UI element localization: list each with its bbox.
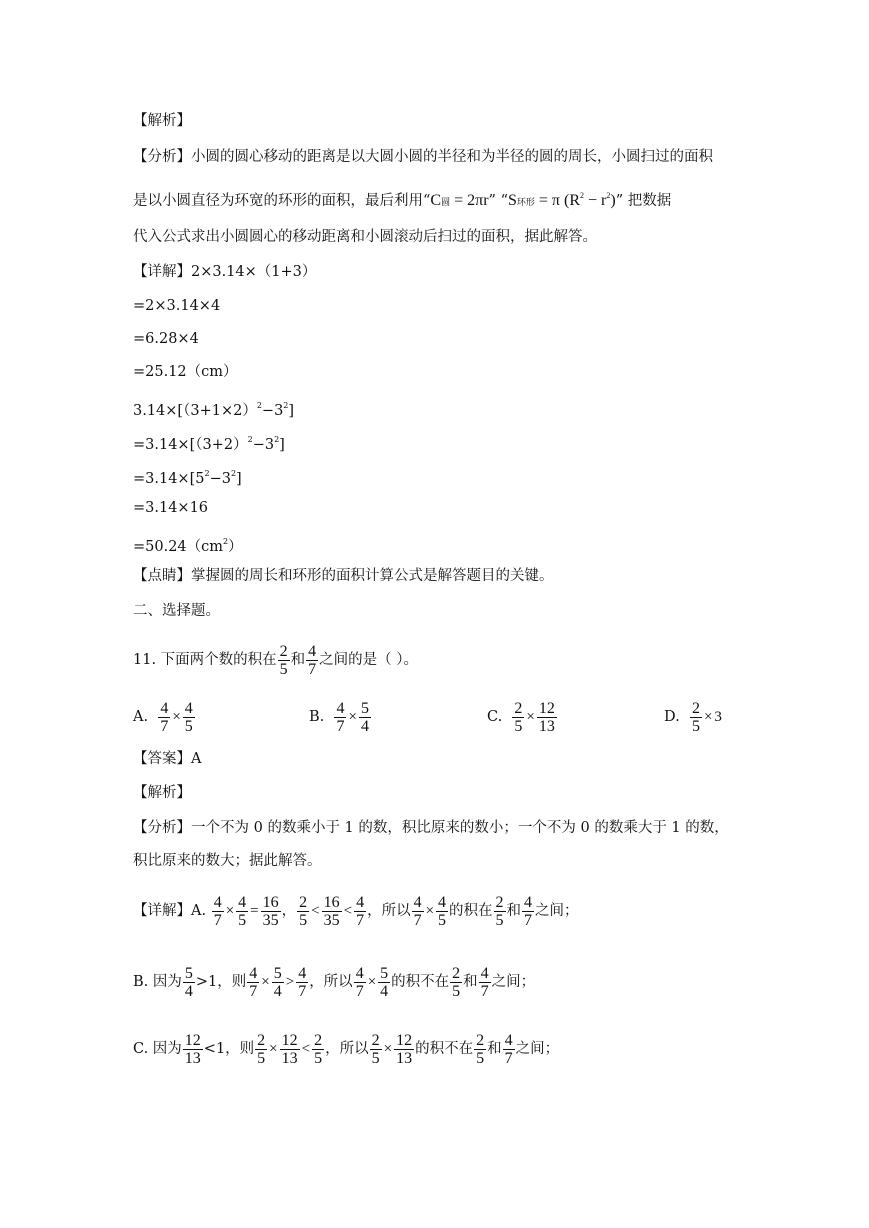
numerator: 4 <box>184 699 193 717</box>
numerator: 4 <box>355 964 364 982</box>
numerator: 2 <box>279 642 288 660</box>
numerator: 5 <box>360 699 369 717</box>
denominator: 7 <box>356 911 365 929</box>
and-text: 和 <box>487 1041 502 1057</box>
numerator: 4 <box>308 642 317 660</box>
fraction <box>436 894 448 929</box>
fraction <box>450 965 462 1000</box>
denominator: 5 <box>514 717 523 735</box>
detail-line-8: =3.14×16 <box>133 500 209 516</box>
detail-a-line <box>133 891 579 931</box>
detail-line-1: 【详解】2×3.14×（1+3） <box>133 264 317 280</box>
analysis-header: 【解析】 <box>133 113 191 129</box>
numerator: 4 <box>336 699 345 717</box>
superscript-2: 2 <box>256 401 262 410</box>
equals-sign: = <box>250 903 259 919</box>
denominator: 13 <box>281 1049 298 1067</box>
numerator: 16 <box>262 893 279 911</box>
detail-6b: −3 <box>252 437 275 453</box>
area-symbol: S <box>507 192 517 209</box>
denominator: 7 <box>160 717 169 735</box>
numerator: 5 <box>184 964 193 982</box>
fraction <box>247 965 259 1000</box>
times-sign: × <box>526 709 535 725</box>
detail-5a: 3.14×[（3+1×2） <box>133 403 257 419</box>
fraction <box>212 894 224 929</box>
denominator: 7 <box>213 911 222 929</box>
detail-c-line <box>133 1029 559 1069</box>
between-text: 之间； <box>491 974 536 990</box>
fraction <box>412 894 424 929</box>
detail-line-9 <box>133 532 243 557</box>
numerator: 2 <box>691 699 700 717</box>
denominator: 13 <box>538 717 555 735</box>
area-rhs: = π (R <box>538 192 581 209</box>
q11-pre: 11. 下面两个数的积在 <box>133 652 277 668</box>
denominator: 7 <box>249 982 258 1000</box>
between-text: 之间； <box>535 903 579 919</box>
area-minus-r: − r <box>584 192 607 209</box>
area-subscript: 环形 <box>516 197 535 207</box>
detail-line-7 <box>133 464 242 489</box>
superscript-2: 2 <box>204 469 210 478</box>
numerator: 5 <box>273 964 282 982</box>
option-c <box>487 697 558 737</box>
numerator: 4 <box>504 1031 513 1049</box>
detail-line-5 <box>133 396 294 421</box>
product-in-text: 的积在 <box>449 903 493 919</box>
superscript-2: 2 <box>230 469 237 478</box>
detail-b-pre: B. 因为 <box>133 974 182 990</box>
times-sign: × <box>348 709 357 725</box>
numerator: 12 <box>538 699 555 717</box>
numerator: 4 <box>249 964 258 982</box>
denominator: 7 <box>298 982 307 1000</box>
detail-line-6 <box>133 430 285 455</box>
less-than-sign: < <box>311 903 320 919</box>
denominator: 4 <box>184 982 193 1000</box>
option-d <box>664 697 723 737</box>
analysis-line-2-pre: 是以小圆直径为环宽的环形的面积，最后利用“ <box>133 193 431 209</box>
analysis-line-3: 代入公式求出小圆圆心的移动距离和小圆滚动后扫过的面积，据此解答。 <box>133 229 597 245</box>
annulus-area-formula <box>508 192 616 209</box>
superscript-2: 2 <box>283 401 289 410</box>
numerator: 4 <box>160 699 169 717</box>
numerator: 4 <box>438 893 447 911</box>
detail-line-3: =6.28×4 <box>133 331 199 347</box>
denominator: 5 <box>184 717 193 735</box>
option-a-label: A. <box>133 709 149 725</box>
times-sign: × <box>703 709 713 725</box>
q11-he: 和 <box>290 652 306 668</box>
numerator: 4 <box>356 893 365 911</box>
denominator: 4 <box>380 982 389 1000</box>
fraction <box>537 700 557 735</box>
less-than-one-text: <1，则 <box>203 1041 255 1057</box>
times-sign: × <box>425 903 435 919</box>
fraction <box>474 1032 486 1067</box>
numerator: 12 <box>281 1031 298 1049</box>
denominator: 35 <box>262 911 279 929</box>
numerator: 4 <box>413 893 422 911</box>
fraction <box>522 894 534 929</box>
greater-than-one-text: >1，则 <box>195 974 247 990</box>
option-d-tail: 3 <box>714 709 722 725</box>
numerator: 4 <box>238 893 247 911</box>
detail-9a: =50.24（cm <box>133 539 224 555</box>
denominator: 7 <box>480 982 489 1000</box>
less-than-sign: < <box>301 1041 311 1057</box>
circumference-rhs: = 2πr <box>454 192 489 209</box>
analysis2-line-1: 【分析】一个不为 0 的数乘小于 1 的数，积比原来的数小；一个不为 0 的数乘大于 1 的数， <box>133 820 729 836</box>
detail-7c: ] <box>236 471 242 487</box>
detail-7a: =3.14×[5 <box>133 471 205 487</box>
circumference-formula <box>430 192 488 209</box>
numerator: 2 <box>495 893 504 911</box>
numerator: 4 <box>524 893 533 911</box>
detail-a-pre: 【详解】A. <box>133 903 207 919</box>
detail-9b: ） <box>228 539 243 555</box>
denominator: 35 <box>323 911 340 929</box>
denominator: 5 <box>257 1049 266 1067</box>
greater-than-sign: > <box>285 974 295 990</box>
answer-line: 【答案】A <box>133 751 202 767</box>
option-b <box>309 697 372 737</box>
detail-b-line <box>133 962 535 1002</box>
times-sign: × <box>367 974 377 990</box>
denominator: 5 <box>691 717 700 735</box>
superscript-2: 2 <box>274 435 280 444</box>
option-b-label: B. <box>309 709 325 725</box>
section-2-title: 二、选择题。 <box>133 603 220 619</box>
comma: ， <box>281 903 297 919</box>
option-c-label: C. <box>487 709 503 725</box>
denominator: 5 <box>279 660 288 678</box>
analysis-line-1: 【分析】小圆的圆心移动的距离是以大圆小圆的半径和为半径的圆的周长，小圆扫过的面积 <box>133 149 713 165</box>
fraction <box>183 1032 203 1067</box>
analysis-line-2 <box>133 183 671 215</box>
product-not-in-text: 的积不在 <box>415 1041 474 1057</box>
denominator: 4 <box>360 717 369 735</box>
numerator: 2 <box>452 964 461 982</box>
numerator: 2 <box>257 1031 266 1049</box>
detail-c-pre: C. 因为 <box>133 1041 182 1057</box>
detail-6c: ] <box>279 437 285 453</box>
detail-line-4: =25.12（cm） <box>133 364 238 380</box>
q11-fraction-1 <box>278 643 290 678</box>
fraction <box>255 1032 267 1067</box>
fraction <box>272 965 284 1000</box>
fraction <box>296 965 308 1000</box>
denominator: 7 <box>504 1049 513 1067</box>
fraction <box>503 1032 515 1067</box>
times-sign: × <box>172 709 181 725</box>
numerator: 2 <box>476 1031 485 1049</box>
numerator: 2 <box>514 699 523 717</box>
denominator: 5 <box>438 911 447 929</box>
fraction <box>183 700 195 735</box>
times-sign: × <box>383 1041 393 1057</box>
detail-7b: −3 <box>209 471 231 487</box>
fraction <box>370 1032 382 1067</box>
quote-mid: ” “ <box>488 193 508 209</box>
fraction <box>479 965 491 1000</box>
less-than-sign: < <box>343 903 353 919</box>
fraction <box>322 894 342 929</box>
denominator: 4 <box>273 982 282 1000</box>
superscript-2: 2 <box>223 537 229 546</box>
option-a <box>133 697 196 737</box>
q11-post: 之间的是（ ）。 <box>319 652 419 668</box>
analysis-header-2: 【解析】 <box>133 785 191 801</box>
denominator: 13 <box>184 1049 201 1067</box>
detail-5b: −3 <box>261 403 284 419</box>
times-sign: × <box>261 974 270 990</box>
times-sign: × <box>225 903 235 919</box>
denominator: 7 <box>308 660 317 678</box>
fraction <box>280 1032 300 1067</box>
denominator: 5 <box>476 1049 485 1067</box>
numerator: 4 <box>213 893 222 911</box>
denominator: 5 <box>314 1049 323 1067</box>
fraction <box>378 965 390 1000</box>
denominator: 5 <box>495 911 504 929</box>
therefore-text: ，所以 <box>325 1041 369 1057</box>
and-text: 和 <box>463 974 478 990</box>
fraction <box>354 894 366 929</box>
denominator: 7 <box>336 717 345 735</box>
denominator: 13 <box>396 1049 413 1067</box>
area-close-paren: ) <box>610 192 616 209</box>
numerator: 12 <box>396 1031 413 1049</box>
detail-5c: ] <box>288 403 295 419</box>
denominator: 5 <box>299 911 308 929</box>
fraction <box>354 965 366 1000</box>
fraction <box>312 1032 324 1067</box>
denominator: 5 <box>238 911 247 929</box>
numerator: 2 <box>314 1031 323 1049</box>
analysis-line-2-post: ” 把数据 <box>615 193 672 209</box>
fraction <box>158 700 170 735</box>
question-11 <box>133 640 418 680</box>
product-not-in-text: 的积不在 <box>391 974 450 990</box>
numerator: 16 <box>323 893 340 911</box>
fraction <box>512 700 524 735</box>
superscript-2: 2 <box>580 191 585 200</box>
fraction <box>297 894 309 929</box>
numerator: 12 <box>184 1031 201 1049</box>
and-text: 和 <box>506 903 522 919</box>
q11-fraction-2 <box>306 643 318 678</box>
circumference-subscript: 圆 <box>441 197 451 207</box>
numerator: 5 <box>380 964 389 982</box>
circumference-symbol: C <box>430 192 442 209</box>
fraction <box>261 894 281 929</box>
superscript-2: 2 <box>606 191 611 200</box>
numerator: 2 <box>299 893 308 911</box>
between-text: 之间； <box>515 1041 560 1057</box>
denominator: 7 <box>524 911 533 929</box>
fraction <box>494 894 506 929</box>
fraction <box>359 700 371 735</box>
fraction <box>690 700 702 735</box>
fraction <box>394 1032 414 1067</box>
fraction <box>183 965 195 1000</box>
times-sign: × <box>269 1041 278 1057</box>
therefore-text: ，所以 <box>367 903 411 919</box>
denominator: 5 <box>452 982 461 1000</box>
denominator: 5 <box>371 1049 380 1067</box>
numerator: 4 <box>298 964 307 982</box>
fraction <box>236 894 248 929</box>
option-d-label: D. <box>664 709 680 725</box>
fraction <box>334 700 346 735</box>
numerator: 2 <box>371 1031 380 1049</box>
numerator: 4 <box>480 964 489 982</box>
detail-line-2: =2×3.14×4 <box>133 298 221 314</box>
superscript-2: 2 <box>247 435 253 444</box>
detail-6a: =3.14×[（3+2） <box>133 437 248 453</box>
therefore-text: ，所以 <box>309 974 353 990</box>
denominator: 7 <box>355 982 364 1000</box>
analysis2-line-2: 积比原来的数大；据此解答。 <box>133 853 322 869</box>
denominator: 7 <box>413 911 422 929</box>
dianjing-line: 【点睛】掌握圆的周长和环形的面积计算公式是解答题目的关键。 <box>133 568 554 584</box>
